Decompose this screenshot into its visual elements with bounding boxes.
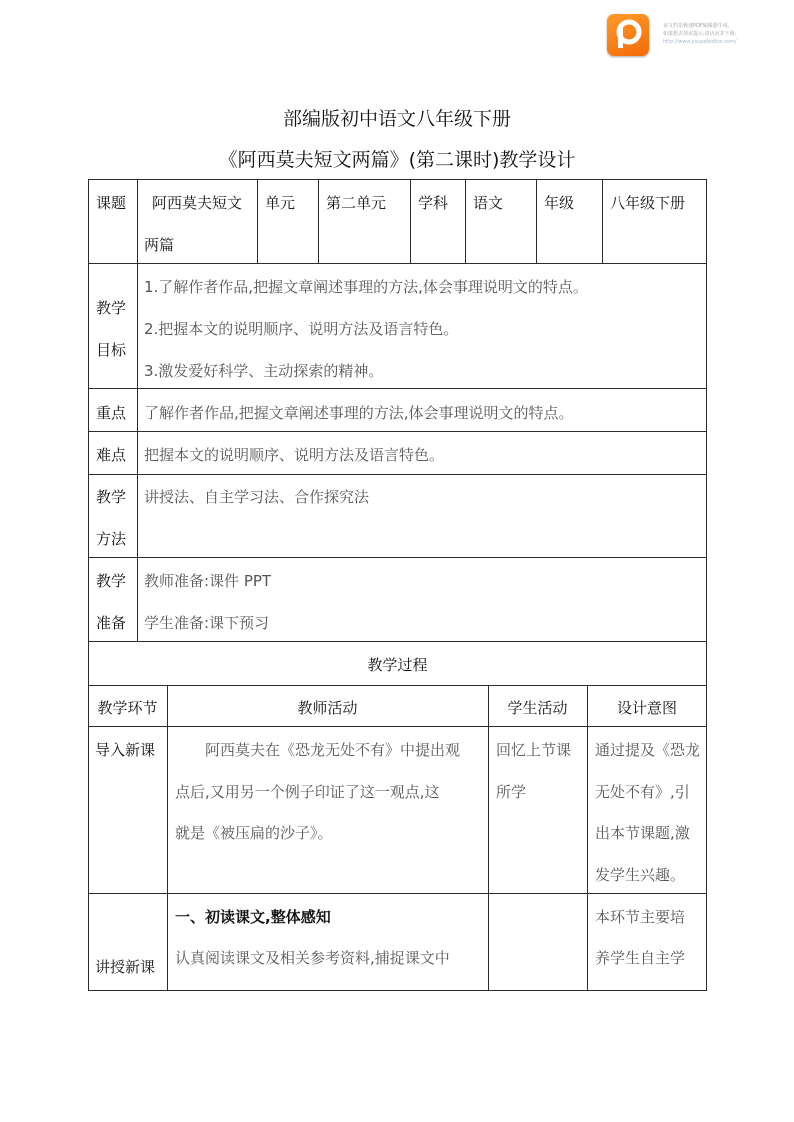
grade-label: 年级 <box>544 194 575 212</box>
student-preparation: 学生准备:课下预习 <box>144 614 270 632</box>
subject-label: 学科 <box>418 194 449 212</box>
intro-student-line-2: 所学 <box>496 783 527 801</box>
topic-value-line-1: 阿西莫夫短文 <box>152 194 243 212</box>
process-header-student: 学生活动 <box>507 699 568 717</box>
new-lesson-intent-line-1: 本环节主要培 <box>595 908 686 926</box>
watermark-url: http://www.jisupdfeditor.com/ <box>663 39 737 45</box>
methods-label-line-1: 教学 <box>96 488 127 506</box>
stage-intro: 导入新课 <box>95 741 156 759</box>
goal-item-3: 3.激发爱好科学、主动探索的精神。 <box>144 362 384 380</box>
process-header-stage: 教学环节 <box>97 699 158 717</box>
stage-new-lesson: 讲授新课 <box>95 958 156 976</box>
new-lesson-teacher-line-1: 认真阅读课文及相关参考资料,捕捉课文中 <box>175 949 450 967</box>
intro-intent-line-2: 无处不有》,引 <box>595 783 690 801</box>
grade-value: 八年级下册 <box>610 194 686 212</box>
key-points-text: 了解作者作品,把握文章阐述事理的方法,体会事理说明文的特点。 <box>144 404 574 422</box>
intro-student-line-1: 回忆上节课 <box>496 741 572 759</box>
pdf-editor-logo-icon <box>607 14 649 56</box>
unit-label: 单元 <box>265 194 296 212</box>
unit-value: 第二单元 <box>326 194 387 212</box>
watermark-line-2: 如果想去掉该提示,请访问并下载: <box>663 31 737 37</box>
watermark-text <box>663 22 793 46</box>
preparation-label-line-1: 教学 <box>96 572 127 590</box>
methods-label-line-2: 方法 <box>96 530 127 548</box>
subject-value: 语文 <box>473 194 504 212</box>
intro-teacher-line-3: 就是《被压扁的沙子》。 <box>175 824 333 842</box>
process-header-intent: 设计意图 <box>616 699 677 717</box>
intro-intent-line-3: 出本节课题,激 <box>595 824 690 842</box>
goals-label-line-1: 教学 <box>96 299 127 317</box>
document-title-line-2: 《阿西莫夫短文两篇》(第二课时)教学设计 <box>218 149 576 171</box>
new-lesson-intent-line-2: 养学生自主学 <box>595 949 686 967</box>
document-title-line-1: 部编版初中语文八年级下册 <box>282 108 511 130</box>
goal-item-2: 2.把握本文的说明顺序、说明方法及语言特色。 <box>144 320 459 338</box>
new-lesson-teacher-heading: 一、初读课文,整体感知 <box>175 908 331 926</box>
teacher-preparation: 教师准备:课件 PPT <box>144 572 272 590</box>
process-header-teacher: 教师活动 <box>297 699 358 717</box>
key-points-label: 重点 <box>96 404 127 422</box>
intro-teacher-line-2: 点后,又用另一个例子印证了这一观点,这 <box>175 783 440 801</box>
difficulties-label: 难点 <box>96 446 127 464</box>
goal-item-1: 1.了解作者作品,把握文章阐述事理的方法,体会事理说明文的特点。 <box>144 278 588 296</box>
intro-teacher-line-1: 阿西莫夫在《恐龙无处不有》中提出观 <box>205 741 461 759</box>
topic-value-line-2: 两篇 <box>144 236 175 254</box>
process-title: 教学过程 <box>367 656 428 674</box>
watermark-line-1: 该文档是极速PDF编辑器生成, <box>663 23 730 29</box>
intro-intent-line-1: 通过提及《恐龙 <box>595 741 701 759</box>
p-letter-icon <box>607 14 649 56</box>
preparation-label-line-2: 准备 <box>96 614 127 632</box>
methods-text: 讲授法、自主学习法、合作探究法 <box>144 488 370 506</box>
goals-label-line-2: 目标 <box>96 341 127 359</box>
difficulties-text: 把握本文的说明顺序、说明方法及语言特色。 <box>144 446 445 464</box>
topic-label: 课题 <box>96 194 127 212</box>
intro-intent-line-4: 发学生兴趣。 <box>595 866 686 884</box>
